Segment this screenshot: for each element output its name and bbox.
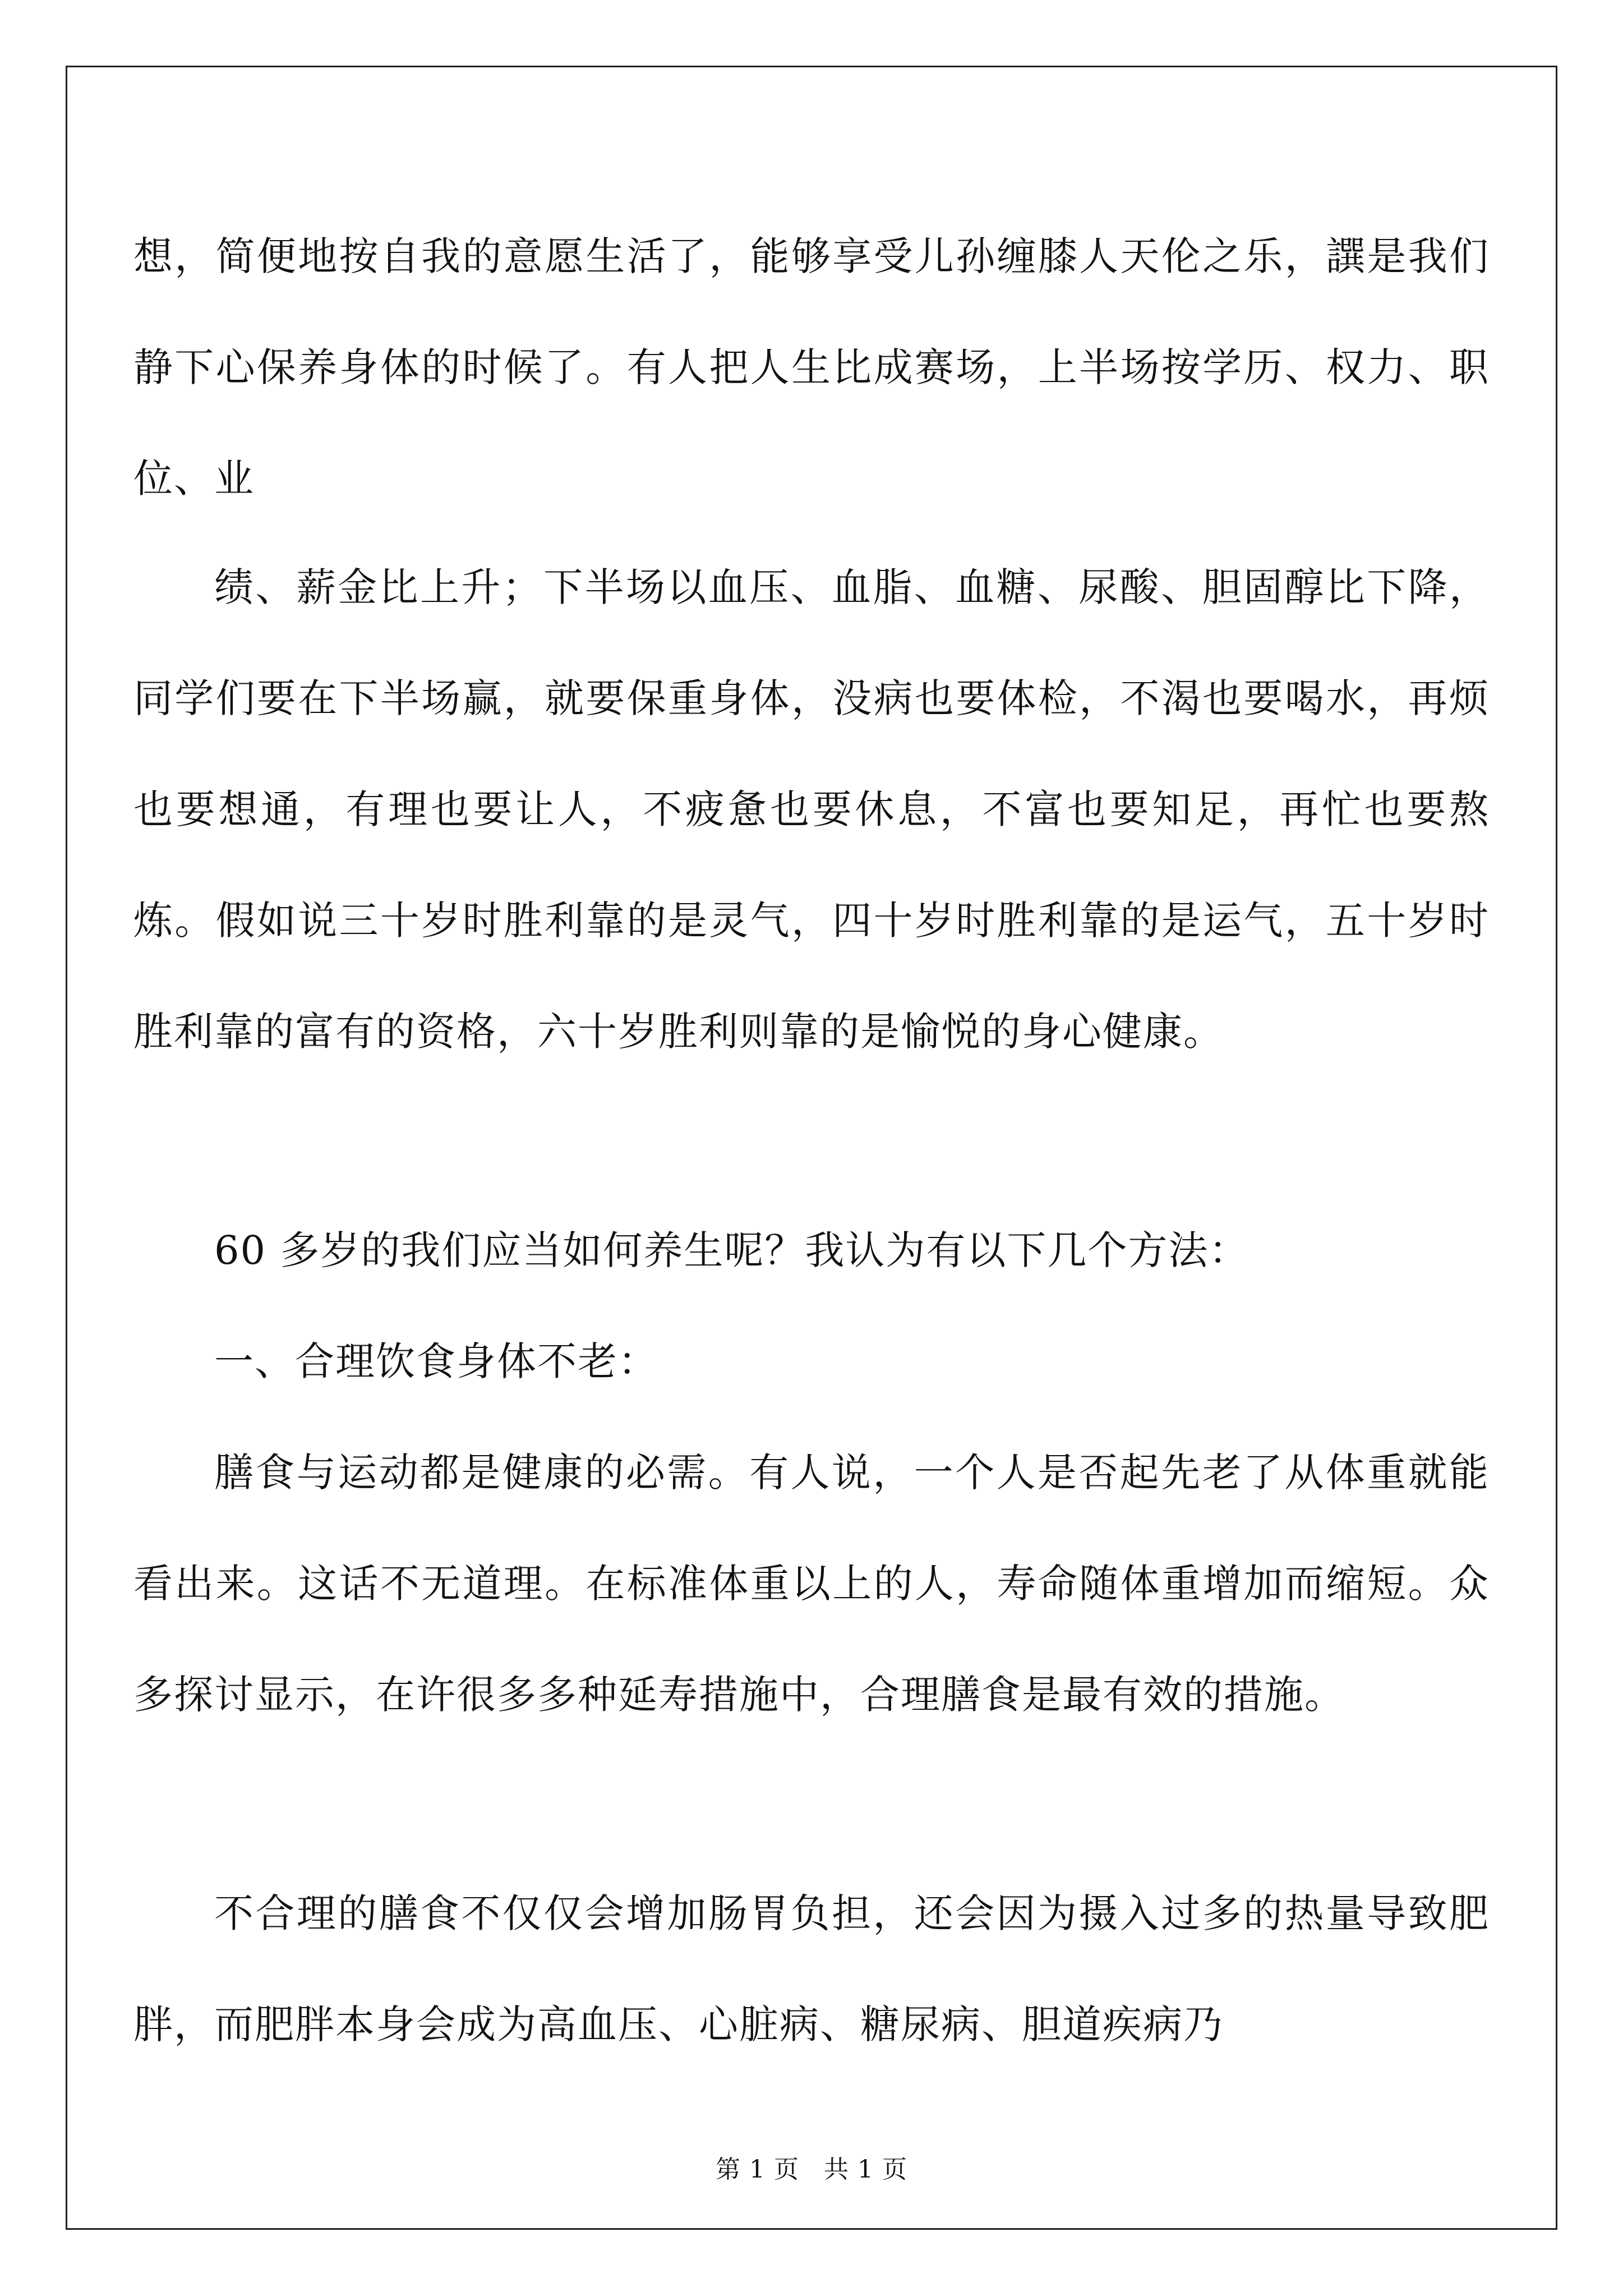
page-number: 第 1 页 <box>716 2155 799 2184</box>
page-footer <box>0 2153 1623 2187</box>
section-heading: 一、合理饮食身体不老： <box>214 1338 658 1384</box>
paragraph: 膳食与运动都是健康的必需。有人说，一个人是否起先老了从体重就能看出来。这话不无道理。在标准体重以上的人，寿命随体重增加而缩短。众多探讨显示，在许很多多种延寿措施中，合理膳食是最有效的措施。 <box>133 1450 1490 1718</box>
paragraph: 60 多岁的我们应当如何养生呢？我认为有以下几个方法： <box>214 1227 1249 1273</box>
paragraph: 不合理的膳食不仅仅会增加肠胃负担，还会因为摄入过多的热量导致肥胖，而肥胖本身会成为高血压、心脏病、糖尿病、胆道疾病乃 <box>133 1890 1490 2047</box>
paragraph: 想，简便地按自我的意愿生活了，能够享受儿孙缠膝人天伦之乐，譔是我们静下心保养身体的时候了。有人把人生比成赛场，上半场按学历、权力、职位、业 <box>133 233 1490 501</box>
page-total: 共 1 页 <box>824 2155 907 2184</box>
paragraph: 绩、薪金比上升；下半场以血压、血脂、血糖、尿酸、胆固醇比下降，同学们要在下半场赢，就要保重身体，没病也要体检，不渴也要喝水，再烦也要想通，有理也要让人，不疲惫也要休息，不富也要知足，再忙也要熬炼。假如说三十岁时胜利靠的是灵气，四十岁时胜利靠的是运气，五十岁时胜利靠的富有的资格，六十岁胜利则靠的是愉悦的身心健康。 <box>133 564 1490 1055</box>
